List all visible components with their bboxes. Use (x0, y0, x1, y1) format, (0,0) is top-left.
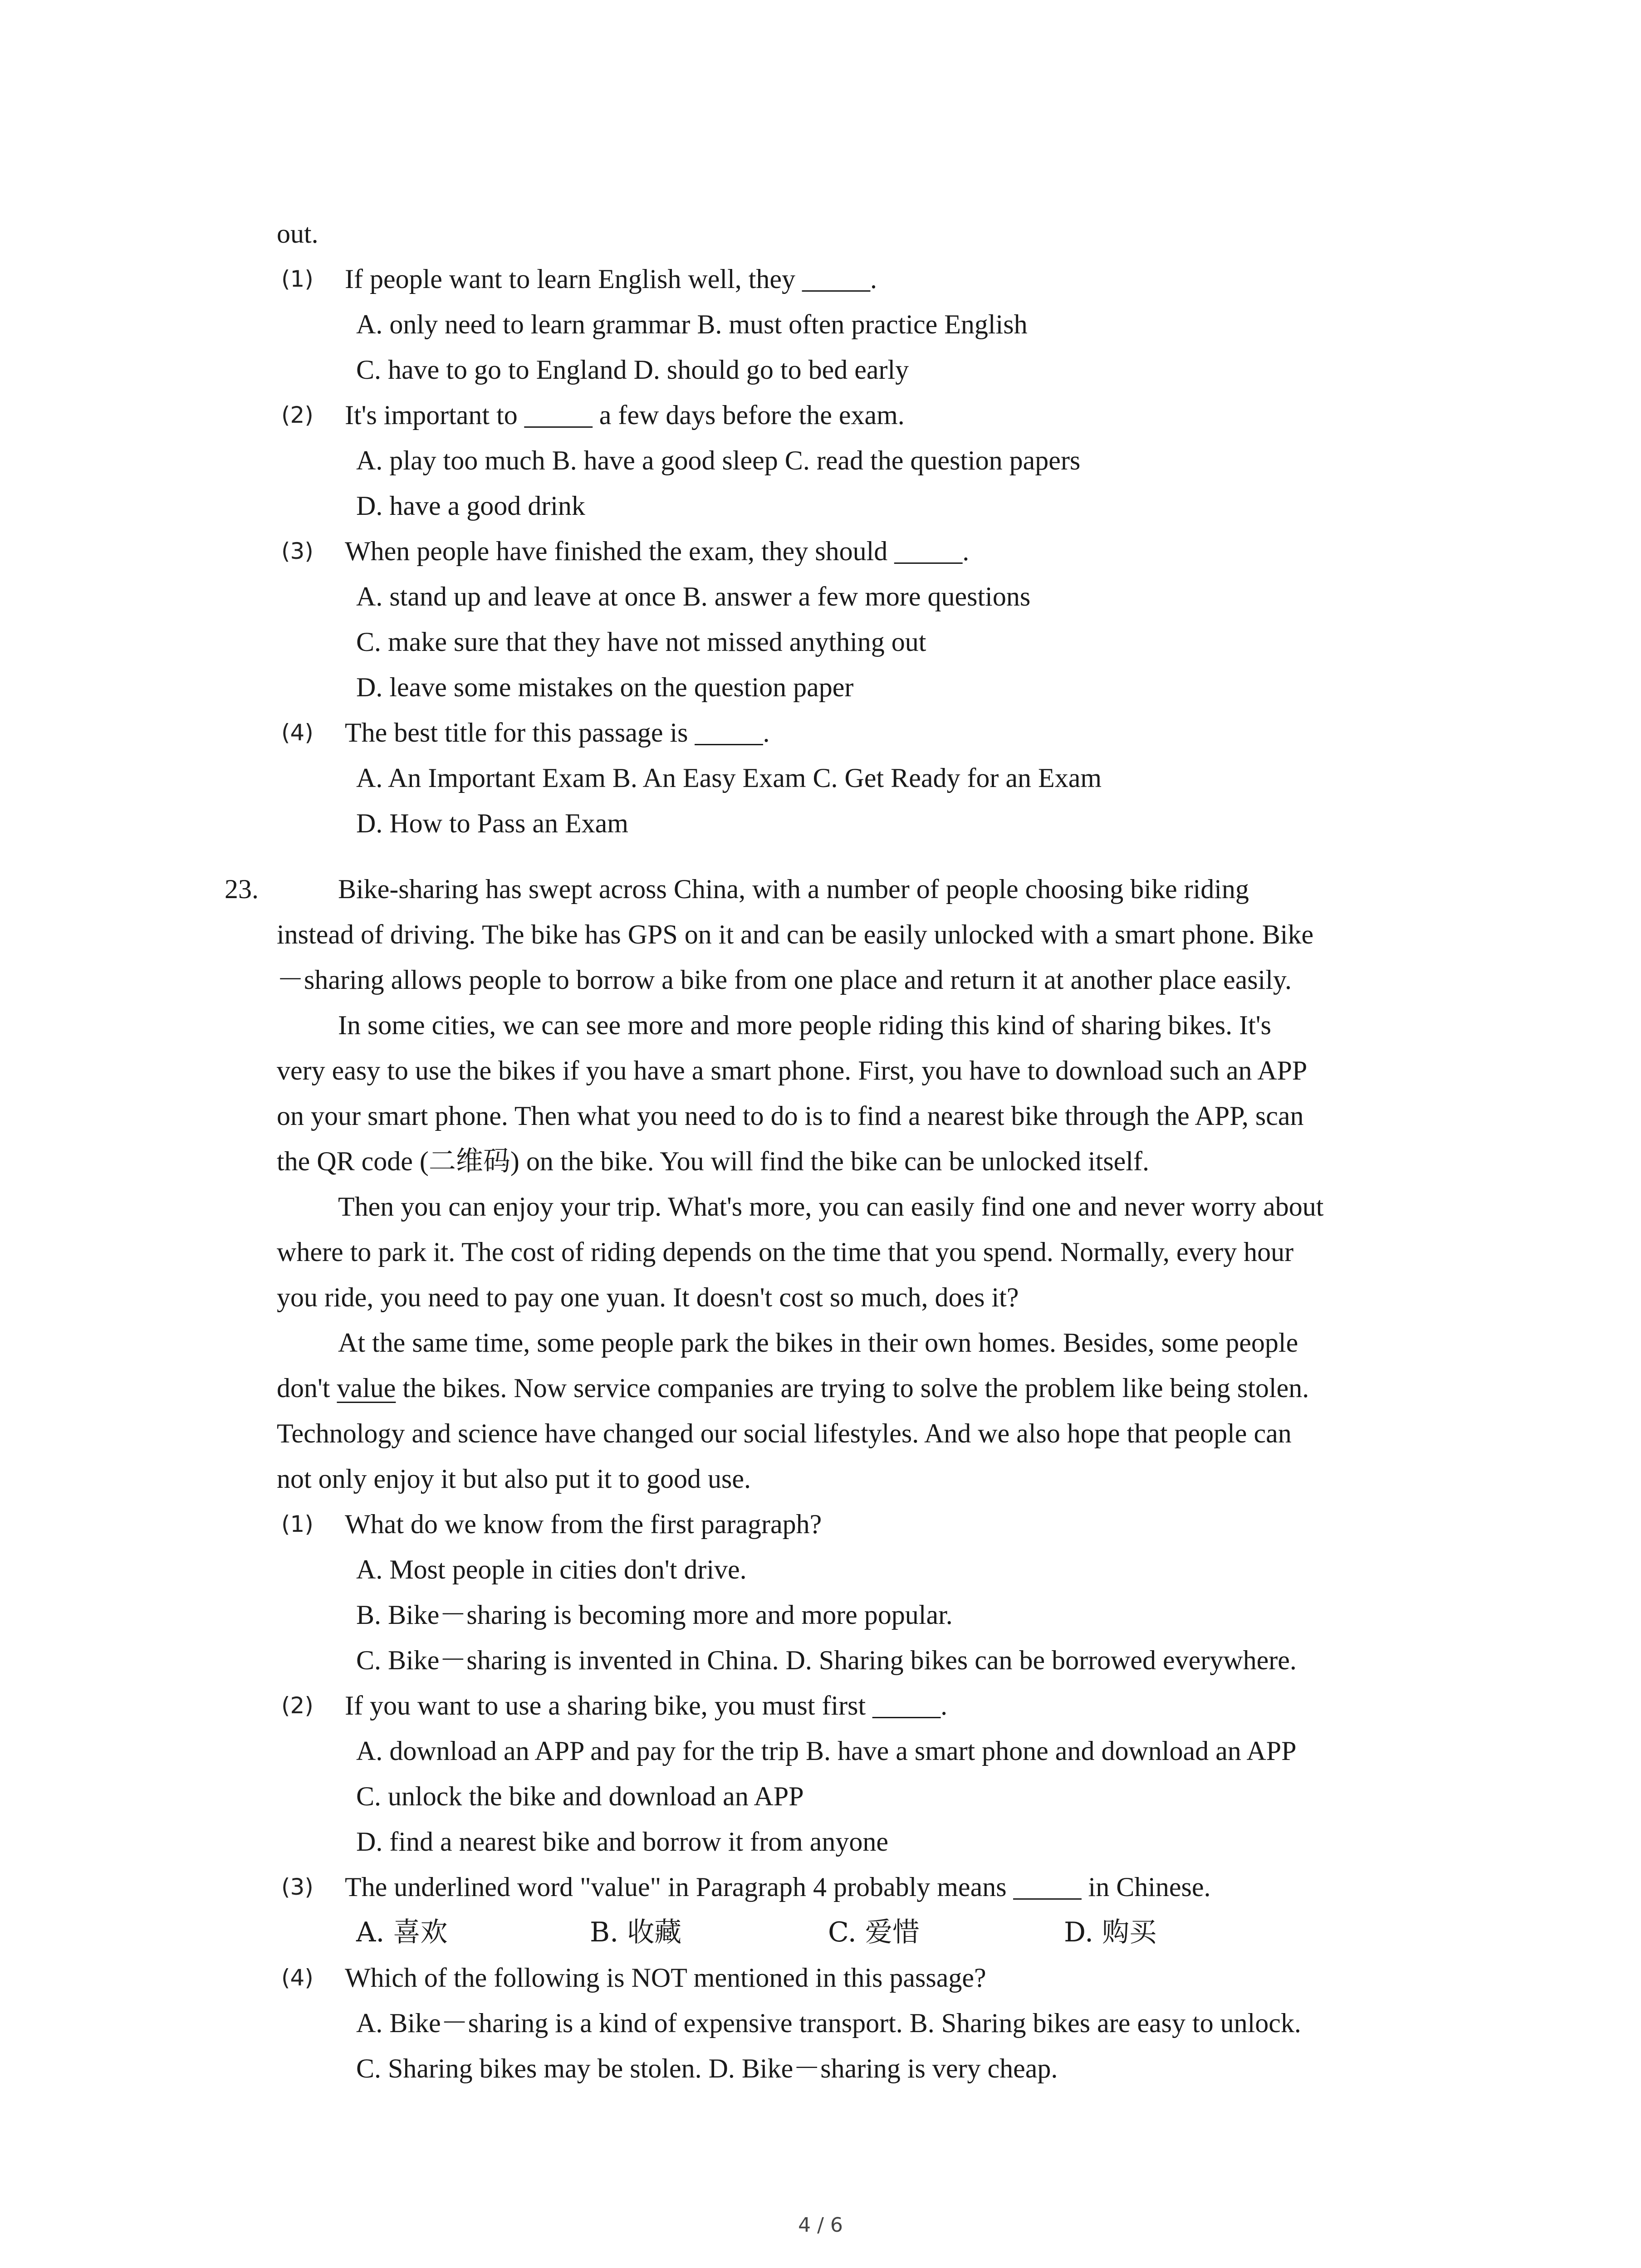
underlined-word-value: value (337, 1373, 396, 1403)
passage-line: Bike-sharing has swept across China, with a number of people choosing bike riding (338, 874, 1249, 904)
passage-line: where to park it. The cost of riding depends on the time that you spend. Normally, every hour (277, 1237, 1294, 1267)
question-option: B. 收藏 (590, 1916, 682, 1948)
passage-line: on your smart phone. Then what you need to do is to find a nearest bike through the APP, scan (277, 1101, 1304, 1131)
question-stem: What do we know from the first paragraph? (345, 1509, 822, 1539)
question-option: D. 购买 (1064, 1916, 1157, 1948)
question-option: C. make sure that they have not missed anything out (356, 627, 926, 657)
passage-line: Technology and science have changed our social lifestyles. And we also hope that people can (277, 1418, 1292, 1448)
question-option: A. Most people in cities don't drive. (356, 1554, 747, 1584)
question-option: A. Bike－sharing is a kind of expensive transport. B. Sharing bikes are easy to unlock. (356, 2008, 1301, 2038)
question-number: (2) (281, 1692, 314, 1719)
question-number: (4) (281, 1965, 314, 1991)
question-option: C. Bike－sharing is invented in China. D. Sharing bikes can be borrowed everywhere. (356, 1645, 1297, 1675)
question-option: A. download an APP and pay for the trip B. have a smart phone and download an APP (356, 1736, 1297, 1766)
passage-text: the bikes. Now service companies are trying to solve the problem like being stolen. (396, 1373, 1309, 1403)
question-stem: If you want to use a sharing bike, you must first _____. (345, 1691, 948, 1721)
passage-line: very easy to use the bikes if you have a smart phone. First, you have to download such an APP (277, 1056, 1308, 1085)
question-stem: It's important to _____ a few days before the exam. (345, 400, 905, 430)
question-number: (2) (281, 402, 314, 428)
passage-line: not only enjoy it but also put it to good use. (277, 1464, 751, 1494)
passage-line: instead of driving. The bike has GPS on it and can be easily unlocked with a smart phone. Bike (277, 919, 1314, 949)
question-stem: The underlined word "value" in Paragraph 4 probably means _____ in Chinese. (345, 1872, 1211, 1902)
passage-tail: out. (277, 219, 318, 249)
passage-line: the QR code (二维码) on the bike. You will find the bike can be unlocked itself. (277, 1146, 1149, 1176)
question-stem: The best title for this passage is _____. (345, 718, 770, 748)
question-option: A. only need to learn grammar B. must often practice English (356, 309, 1028, 339)
passage-line: At the same time, some people park the bikes in their own homes. Besides, some people (338, 1328, 1298, 1358)
question-option: A. 喜欢 (356, 1916, 448, 1948)
question-number: (4) (281, 719, 314, 746)
question-option: C. have to go to England D. should go to bed early (356, 355, 909, 385)
question-number: (3) (281, 1874, 314, 1900)
question-option: A. stand up and leave at once B. answer a few more questions (356, 582, 1031, 611)
passage-line: Then you can enjoy your trip. What's more, you can easily find one and never worry about (338, 1192, 1324, 1222)
question-option: A. An Important Exam B. An Easy Exam C. Get Ready for an Exam (356, 763, 1102, 793)
question-number: (3) (281, 538, 314, 564)
passage-line: －sharing allows people to borrow a bike from one place and return it at another place easily. (277, 965, 1292, 995)
question-option: C. Sharing bikes may be stolen. D. Bike－sharing is very cheap. (356, 2053, 1058, 2083)
passage-number: 23. (225, 874, 259, 904)
question-option: B. Bike－sharing is becoming more and more popular. (356, 1600, 953, 1630)
question-stem: When people have finished the exam, they should _____. (345, 536, 970, 566)
passage-line: In some cities, we can see more and more people riding this kind of sharing bikes. It's (338, 1010, 1271, 1040)
passage-line: you ride, you need to pay one yuan. It doesn't cost so much, does it? (277, 1282, 1019, 1312)
question-option: A. play too much B. have a good sleep C. read the question papers (356, 445, 1081, 475)
question-option: D. find a nearest bike and borrow it from anyone (356, 1827, 888, 1857)
question-option: C. unlock the bike and download an APP (356, 1781, 804, 1811)
question-option: C. 爱惜 (828, 1916, 920, 1948)
question-stem: Which of the following is NOT mentioned in this passage? (345, 1963, 986, 1993)
question-option: D. leave some mistakes on the question paper (356, 672, 854, 702)
passage-line (277, 1372, 1309, 1404)
question-option: D. How to Pass an Exam (356, 808, 628, 838)
page-number: 4 / 6 (798, 2214, 843, 2237)
question-option: D. have a good drink (356, 491, 585, 521)
question-stem: If people want to learn English well, they _____. (345, 264, 877, 294)
passage-text: don't (277, 1373, 337, 1403)
question-number: (1) (281, 1511, 314, 1537)
question-number: (1) (281, 266, 314, 292)
